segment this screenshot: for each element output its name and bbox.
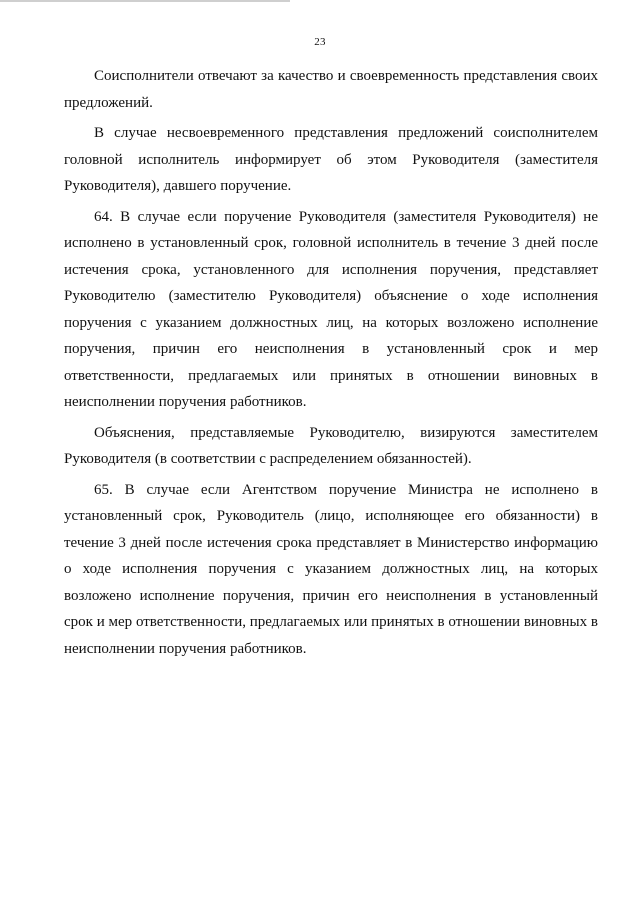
page-number: 23: [314, 36, 326, 48]
document-body: [64, 63, 598, 666]
paragraph-coexecutors: Соисполнители отвечают за качество и своевременность представления своих предложений.: [64, 68, 598, 111]
paragraph-clause-64: 64. В случае если поручение Руководителя (заместителя Руководителя) не исполнено в установленный срок, головной исполнитель в течение 3 дней после истечения срока, установленного для исполнения поручения, представляет Руководителю (заместителю Руководителя) объяснение о ходе исполнения поручения с указанием должностных лиц, на которых возложено исполнение поручения, причин его неисполнения в установленный срок и мер ответственности, предлагаемых или принятых в отношении виновных в неисполнении поручения работников.: [64, 208, 598, 410]
paragraph-late-submission: В случае несвоевременного представления предложений соисполнителем головной исполнитель информирует об этом Руководителя (заместителя Руководителя), давшего поручение.: [64, 125, 598, 194]
scan-edge-line: [0, 0, 290, 2]
paragraph-explanations: Объяснения, представляемые Руководителю, визируются заместителем Руководителя (в соответствии с распределением обязанностей).: [64, 424, 598, 467]
paragraph-clause-65: 65. В случае если Агентством поручение Министра не исполнено в установленный срок, Руководитель (лицо, исполняющее его обязанности) в течение 3 дней после истечения срока представляет в Министерство информацию о ходе исполнения поручения с указанием должностных лиц, на которых возложено исполнение поручения, причин его неисполнения в установленный срок и мер ответственности, предлагаемых или принятых в отношении виновных в неисполнении поручения работников.: [64, 481, 598, 657]
